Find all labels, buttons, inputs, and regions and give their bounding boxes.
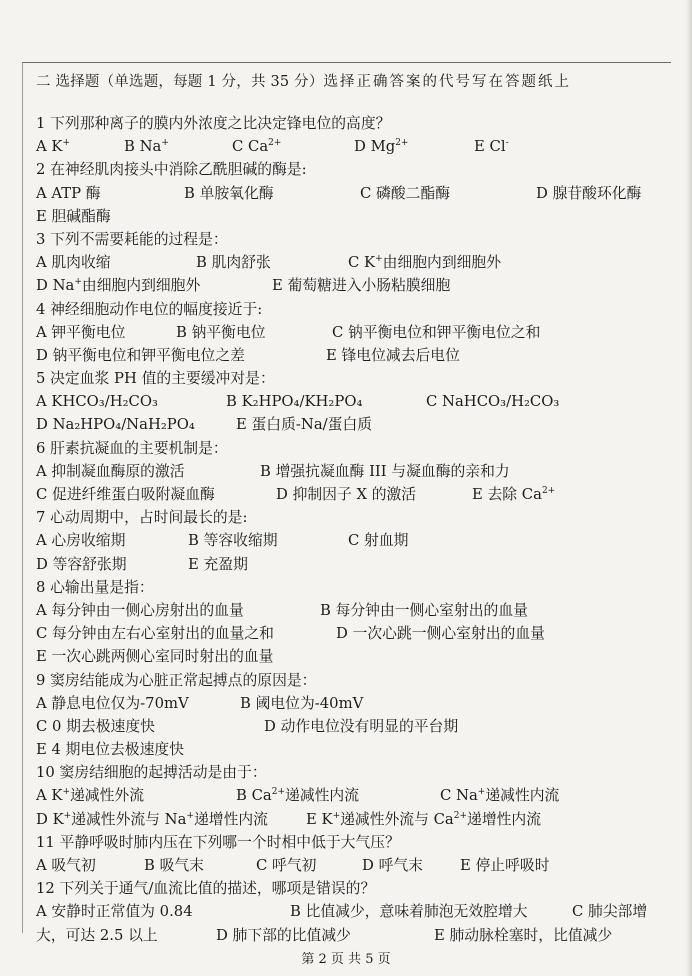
option-line bbox=[36, 645, 666, 668]
option-b: B 增强抗凝血酶 III 与凝血酶的亲和力 bbox=[260, 462, 510, 480]
option-line bbox=[36, 692, 666, 715]
option-b: B 吸气末 bbox=[144, 857, 204, 874]
option-line bbox=[36, 553, 666, 576]
question-stem: 10 窦房结细胞的起搏活动是由于： bbox=[36, 764, 267, 782]
question-stem: 3 下列不需要耗能的过程是： bbox=[36, 230, 228, 248]
option-c: C 肺尖部增 bbox=[572, 903, 648, 921]
option-e: E 4 期电位去极速度快 bbox=[36, 741, 184, 759]
option-c: C 磷酸二酯酶 bbox=[360, 184, 451, 202]
option-line bbox=[36, 344, 666, 367]
option-a: A 抑制凝血酶原的激活 bbox=[36, 462, 185, 480]
section-title: 二 选择题（单选题，每题 1 分，共 35 分）选择正确答案的代号写在答题纸上 bbox=[36, 74, 572, 90]
option-e: E 锋电位减去后电位 bbox=[326, 346, 460, 364]
option-d: D Na+由细胞内到细胞外 bbox=[36, 277, 201, 295]
option-b: B 钠平衡电位 bbox=[176, 323, 266, 341]
option-line bbox=[36, 622, 666, 645]
page-footer: 第 2 页 共 5 页 bbox=[301, 952, 391, 967]
option-line bbox=[36, 182, 666, 205]
option-d: D 肺下部的比值减少 bbox=[216, 926, 351, 944]
option-d: D Na₂HPO₄/NaH₂PO₄ bbox=[36, 416, 195, 434]
question-stem: 6 肝素抗凝血的主要机制是： bbox=[36, 439, 228, 457]
option-e: E 充盈期 bbox=[188, 555, 248, 573]
option-b: B 每分钟由一侧心室射出的血量 bbox=[320, 601, 528, 619]
option-e: E Cl- bbox=[474, 138, 509, 156]
option-line bbox=[36, 135, 666, 158]
option-c: C 钠平衡电位和钾平衡电位之和 bbox=[332, 323, 541, 341]
option-d: D 腺苷酸环化酶 bbox=[536, 184, 642, 202]
option-a: A 安静时正常值为 0.84 bbox=[36, 903, 193, 921]
option-d: D K+递减性外流与 Na+递增性内流 bbox=[36, 810, 268, 828]
option-b: B 阈电位为-40mV bbox=[240, 694, 364, 712]
option-c: C $Ca^{2+}$ bbox=[232, 138, 282, 156]
option-c: C NaHCO₃/H₂CO₃ bbox=[426, 393, 560, 411]
question-stem: 12 下列关于通气/血流比值的描述，哪项是错误的？ bbox=[36, 880, 376, 898]
option-d: D $Mg^{2+}$ bbox=[354, 138, 409, 156]
option-d: D 呼气末 bbox=[362, 857, 423, 874]
option-line bbox=[36, 924, 666, 947]
option-a: A 钾平衡电位 bbox=[36, 323, 126, 341]
option-line bbox=[36, 460, 666, 483]
section-instruction: 选择正确答案的代号写在答题纸上 bbox=[323, 74, 572, 90]
question-stem: 11 平静呼吸时肺内压在下列哪一个时相中低于大气压？ bbox=[36, 833, 400, 851]
option-line bbox=[36, 715, 666, 738]
option-line bbox=[36, 738, 666, 761]
option-d: D 钠平衡电位和钾平衡电位之差 bbox=[36, 346, 245, 364]
option-line bbox=[36, 251, 666, 274]
option-e: E 葡萄糖进入小肠粘膜细胞 bbox=[272, 277, 451, 295]
option-line bbox=[36, 599, 666, 622]
option-a: A K+ bbox=[36, 138, 70, 156]
option-c: C 呼气初 bbox=[256, 857, 317, 874]
option-line bbox=[36, 808, 666, 831]
option-b: B $Ca^{2+}$递减性内流 bbox=[236, 787, 360, 805]
question-stem: 2 在神经肌肉接头中消除乙酰胆碱的酶是: bbox=[36, 161, 307, 179]
option-b: B K₂HPO₄/KH₂PO₄ bbox=[226, 393, 363, 411]
question-stem: 4 神经细胞动作电位的幅度接近于: bbox=[36, 300, 263, 318]
question-stem: 7 心动周期中，占时间最长的是: bbox=[36, 509, 248, 527]
option-c: C Na+递减性内流 bbox=[440, 787, 560, 805]
option-a: A 肌肉收缩 bbox=[36, 254, 111, 272]
option-line bbox=[36, 321, 666, 344]
option-line bbox=[36, 274, 666, 297]
option-c: C 0 期去极速度快 bbox=[36, 717, 155, 735]
option-a: A K+递减性外流 bbox=[36, 787, 144, 805]
option-d: D 等容舒张期 bbox=[36, 555, 127, 573]
option-b: B 肌肉舒张 bbox=[196, 254, 271, 272]
option-e: E 一次心跳两侧心室同时射出的血量 bbox=[36, 648, 274, 666]
option-e: E 胆碱酯酶 bbox=[36, 207, 111, 225]
option-e: E 去除 $Ca^{2+}$ bbox=[472, 486, 556, 503]
option-a: A 吸气初 bbox=[36, 857, 96, 874]
option-e: E 停止呼吸时 bbox=[460, 857, 550, 874]
question-stem: 1 下列那种离子的膜内外浓度之比决定锋电位的高度？ bbox=[36, 115, 391, 132]
option-a: A KHCO₃/H₂CO₃ bbox=[36, 393, 158, 411]
question-stem: 5 决定血浆 PH 值的主要缓冲对是： bbox=[36, 370, 275, 388]
question-stem: 8 心输出量是指： bbox=[36, 578, 154, 596]
option-c: C 射血期 bbox=[348, 532, 409, 550]
option-line bbox=[36, 529, 666, 552]
scan-edge bbox=[686, 0, 692, 976]
option-line bbox=[36, 784, 666, 807]
option-line bbox=[36, 205, 666, 228]
option-line bbox=[36, 900, 666, 923]
option-e: E 蛋白质-Na/蛋白质 bbox=[236, 416, 373, 434]
option-d: D 一次心跳一侧心室射出的血量 bbox=[336, 625, 545, 643]
option-d: D 动作电位没有明显的平台期 bbox=[264, 717, 459, 735]
option-c: C 每分钟由左右心室射出的血量之和 bbox=[36, 625, 274, 643]
option-line bbox=[36, 390, 666, 413]
option-line bbox=[36, 413, 666, 436]
question-stem: 9 窦房结能成为心脏正常起搏点的原因是： bbox=[36, 671, 317, 689]
option-c: C 促进纤维蛋白吸附凝血酶 bbox=[36, 486, 215, 503]
option-e: E K+递减性外流与 $Ca^{2+}$递增性内流 bbox=[306, 810, 542, 828]
option-b: B 单胺氧化酶 bbox=[184, 184, 274, 202]
option-line bbox=[36, 854, 666, 877]
option-b: B 比值减少，意味着肺泡无效腔增大 bbox=[290, 903, 528, 921]
option-a: A 静息电位仅为-70mV bbox=[36, 694, 189, 712]
question-list bbox=[36, 112, 666, 947]
option-a: A ATP 酶 bbox=[36, 184, 101, 202]
option-c: C K+由细胞内到细胞外 bbox=[348, 254, 502, 272]
option-line bbox=[36, 483, 666, 506]
option-b: B 等容收缩期 bbox=[188, 532, 278, 550]
option-c-continued: 大，可达 2.5 以上 bbox=[36, 926, 158, 944]
option-b: B Na+ bbox=[124, 138, 169, 156]
option-d: D 抑制因子 X 的激活 bbox=[276, 486, 417, 503]
option-a: A 每分钟由一侧心房射出的血量 bbox=[36, 601, 244, 619]
option-e: E 肺动脉栓塞时，比值减少 bbox=[434, 926, 613, 944]
option-a: A 心房收缩期 bbox=[36, 532, 126, 550]
